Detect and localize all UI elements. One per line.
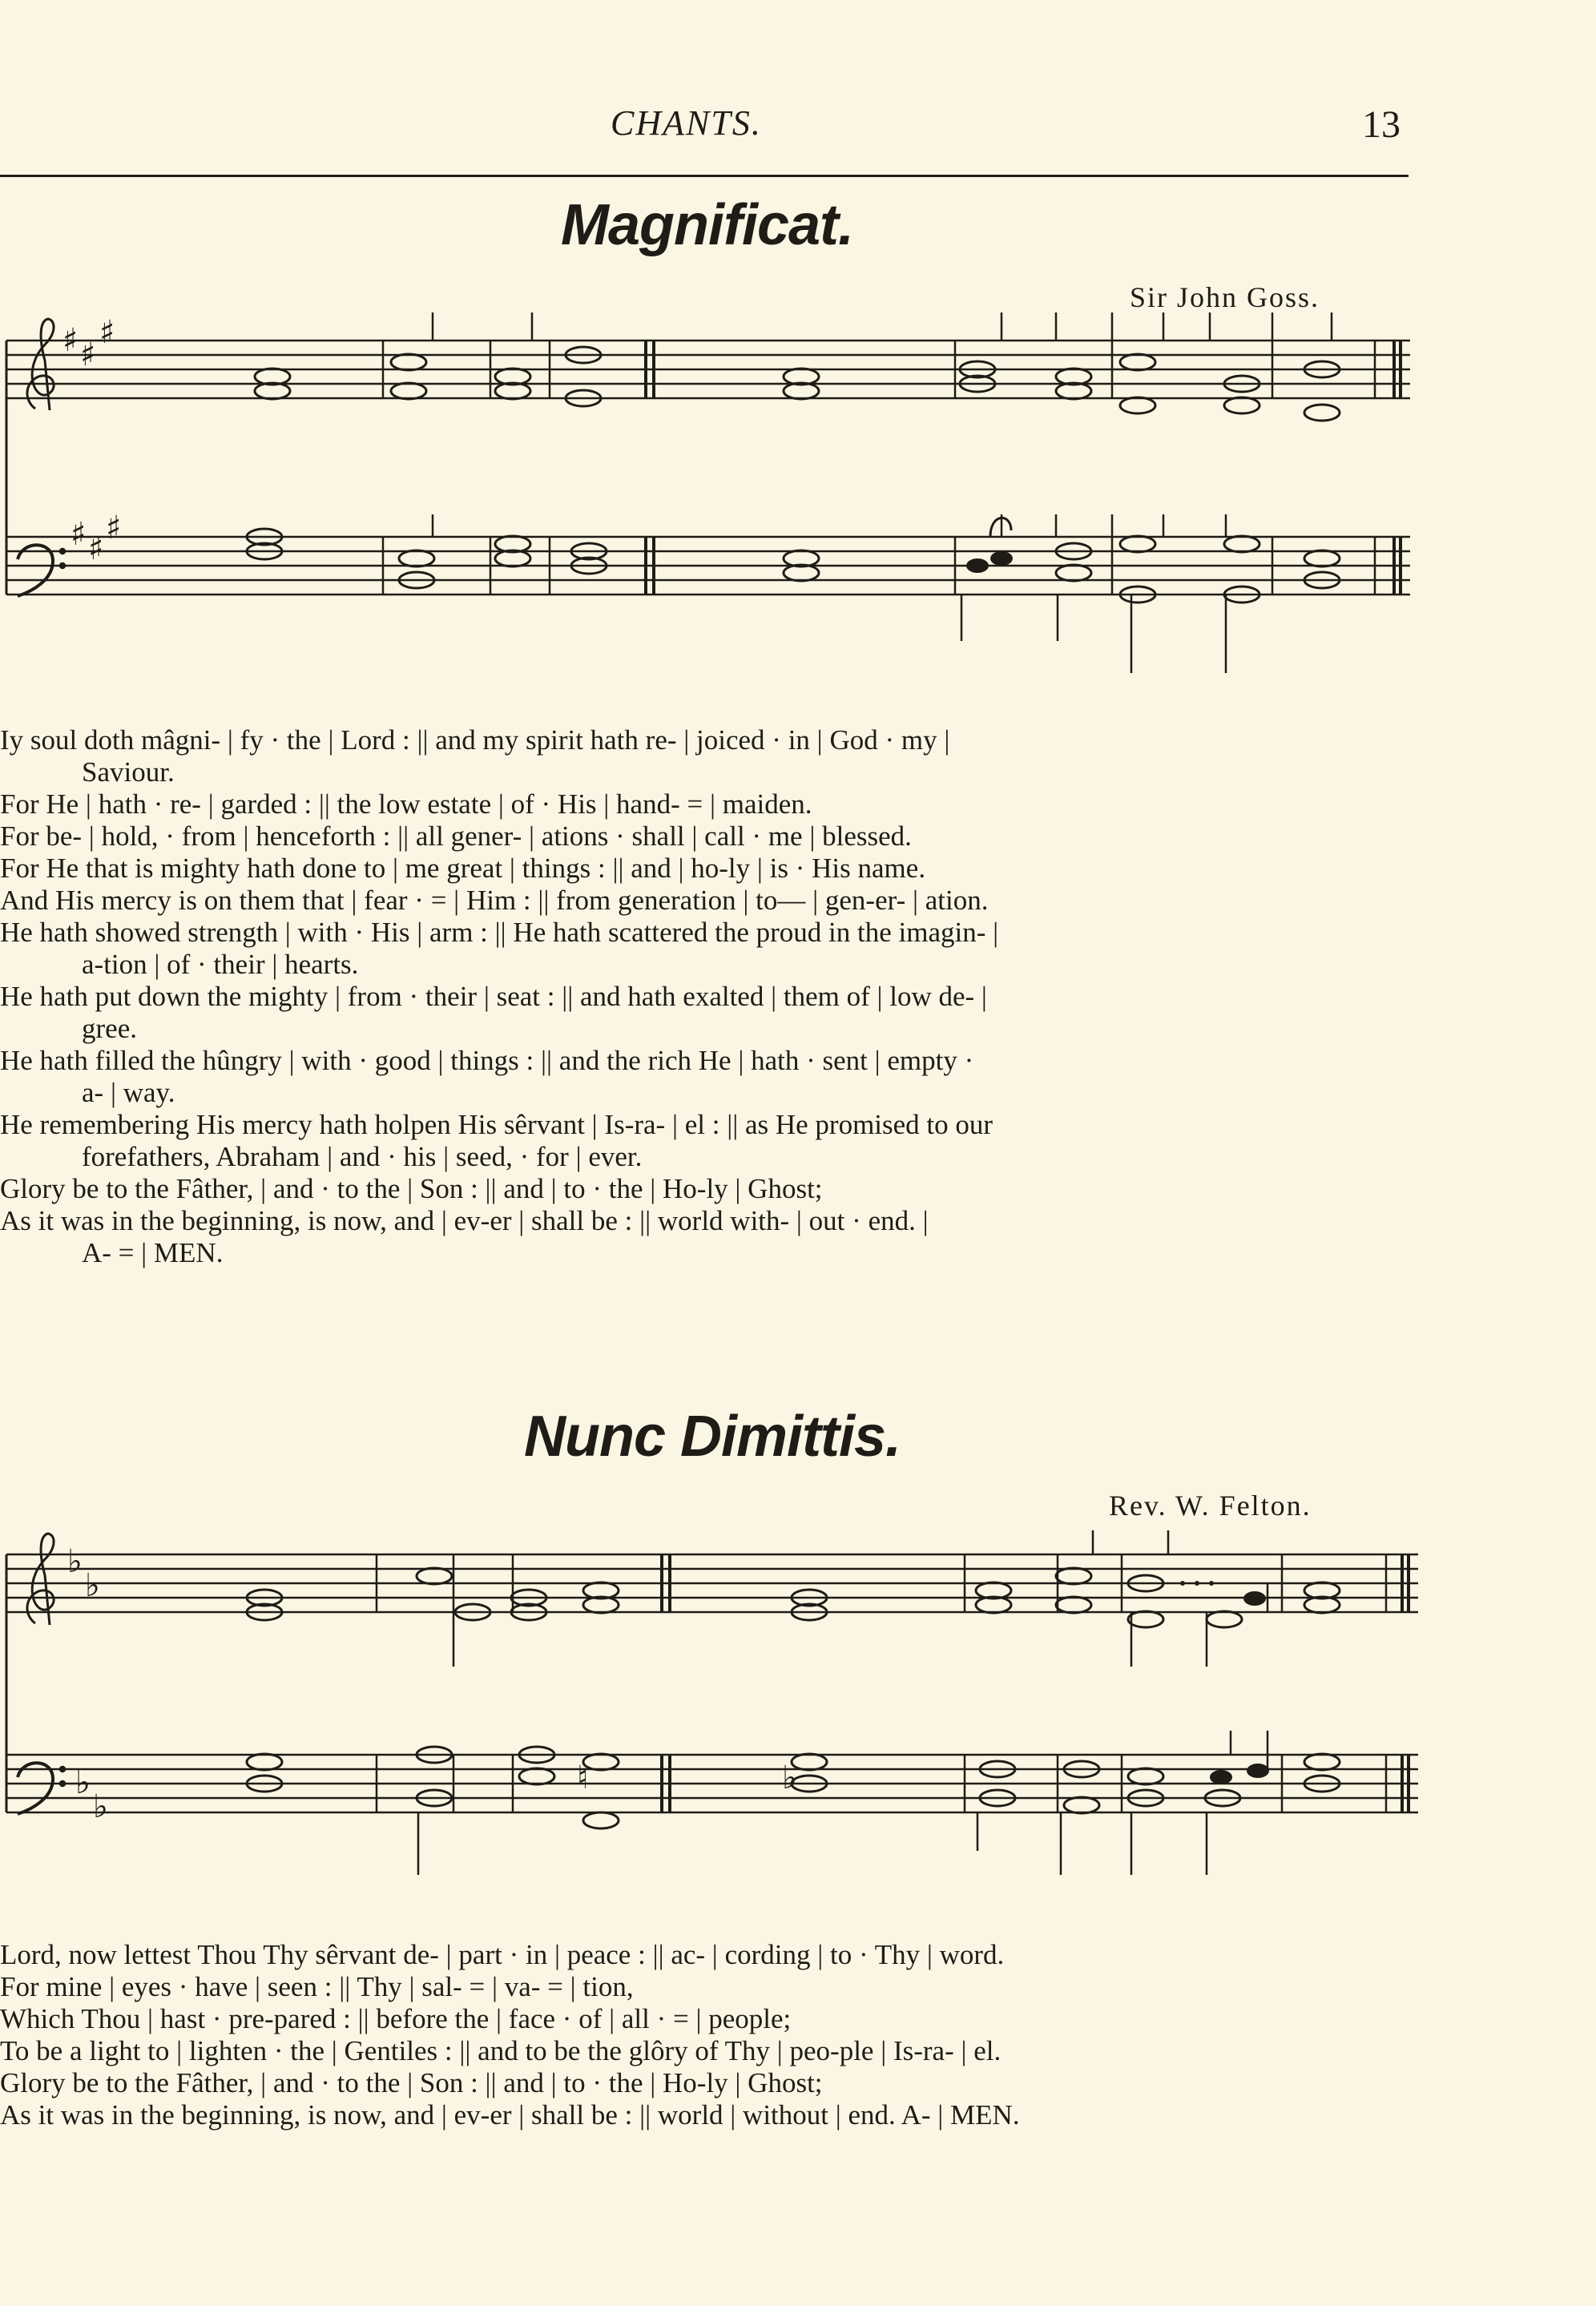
magnificat-title: Magnificat. [561, 193, 854, 257]
magnificat-verse: And His mercy is on them that | fear · = | Him : || from generation | to— | gen-er- | ation. [0, 885, 989, 916]
svg-text:♯: ♯ [99, 314, 115, 351]
magnificat-verse: forefathers, Abraham | and · his | seed, · for | ever. [82, 1141, 643, 1172]
magnificat-text [0, 724, 1422, 1269]
running-title: CHANTS. [611, 103, 762, 143]
magnificat-composer: Sir John Goss. [1130, 281, 1320, 313]
nunc-dimittis-verse: Lord, now lettest Thou Thy sêrvant de- | part · in | peace : || ac- | cording | to · Thy | word. [0, 1939, 1005, 1970]
nunc-dimittis-verse: Glory be to the Fâther, | and · to the | Son : || and | to · the | Ho-ly | Ghost; [0, 2067, 823, 2098]
svg-text:♯: ♯ [62, 322, 79, 359]
header-rule [0, 175, 1409, 177]
nunc-dimittis-text [0, 1939, 1422, 2131]
svg-text:♭: ♭ [67, 1543, 83, 1580]
page-number: 13 [1362, 103, 1401, 146]
magnificat-verse: Iy soul doth mâgni- | fy · the | Lord : || and my spirit hath re- | joiced · in | God · my | [0, 724, 950, 756]
svg-text:♮: ♮ [577, 1760, 589, 1796]
magnificat-verse: As it was in the beginning, is now, and | ev-er | shall be : || world with- | out · end. | [0, 1205, 929, 1236]
magnificat-verse: For He that is mighty hath done to | me great | things : || and | ho-ly | is · His name. [0, 853, 926, 884]
nunc-dimittis-title: Nunc Dimittis. [524, 1405, 901, 1469]
magnificat-verse: gree. [82, 1013, 137, 1044]
nunc-dimittis-verse: Which Thou | hast · pre-pared : || before the | face · of | all · = | people; [0, 2003, 792, 2034]
magnificat-staff-notation [0, 304, 1426, 689]
svg-text:♯: ♯ [80, 337, 96, 373]
magnificat-verse: a-tion | of · their | hearts. [82, 949, 359, 980]
magnificat-verse: A- = | MEN. [82, 1237, 224, 1268]
magnificat-verse: He hath showed strength | with · His | arm : || He hath scattered the proud in the imagin- | [0, 917, 999, 948]
svg-text:♭: ♭ [75, 1764, 91, 1801]
magnificat-verse: He hath put down the mighty | from · their | seat : || and hath exalted | them of | low de- | [0, 981, 987, 1012]
magnificat-verse: a- | way. [82, 1077, 175, 1108]
nunc-dimittis-score [0, 1522, 1426, 1899]
svg-text:♭: ♭ [85, 1567, 100, 1604]
magnificat-verse: He remembering His mercy hath holpen His sêrvant | Is-ra- | el : || as He promised to our [0, 1109, 993, 1140]
nunc-dimittis-composer: Rev. W. Felton. [1109, 1490, 1312, 1522]
nunc-dimittis-verse: To be a light to | lighten · the | Gentiles : || and to be the glôry of Thy | peo-ple | Is-ra- | el. [0, 2035, 1002, 2066]
magnificat-verse: For be- | hold, · from | henceforth : || all gener- | ations · shall | call · me | blessed. [0, 820, 912, 852]
svg-text:♭: ♭ [93, 1788, 108, 1825]
magnificat-verse: Saviour. [82, 756, 175, 788]
nunc-dimittis-verse: For mine | eyes · have | seen : || Thy | sal- = | va- = | tion, [0, 1971, 634, 2002]
svg-text:♯: ♯ [106, 510, 122, 546]
nunc-dimittis-staff-notation [0, 1522, 1426, 1899]
svg-text:♯: ♯ [71, 516, 87, 553]
magnificat-verse: Glory be to the Fâther, | and · to the | Son : || and | to · the | Ho-ly | Ghost; [0, 1173, 823, 1204]
running-head [0, 103, 1410, 151]
nunc-dimittis-verse: As it was in the beginning, is now, and | ev-er | shall be : || world | without | end. A- | MEN. [0, 2099, 1020, 2131]
magnificat-score [0, 304, 1426, 689]
magnificat-verse: He hath filled the hûngry | with · good | things : || and the rich He | hath · sent | empty · [0, 1045, 974, 1076]
svg-text:♭: ♭ [782, 1760, 797, 1796]
magnificat-verse: For He | hath · re- | garded : || the low estate | of · His | hand- = | maiden. [0, 788, 812, 820]
svg-text:♯: ♯ [88, 530, 104, 567]
